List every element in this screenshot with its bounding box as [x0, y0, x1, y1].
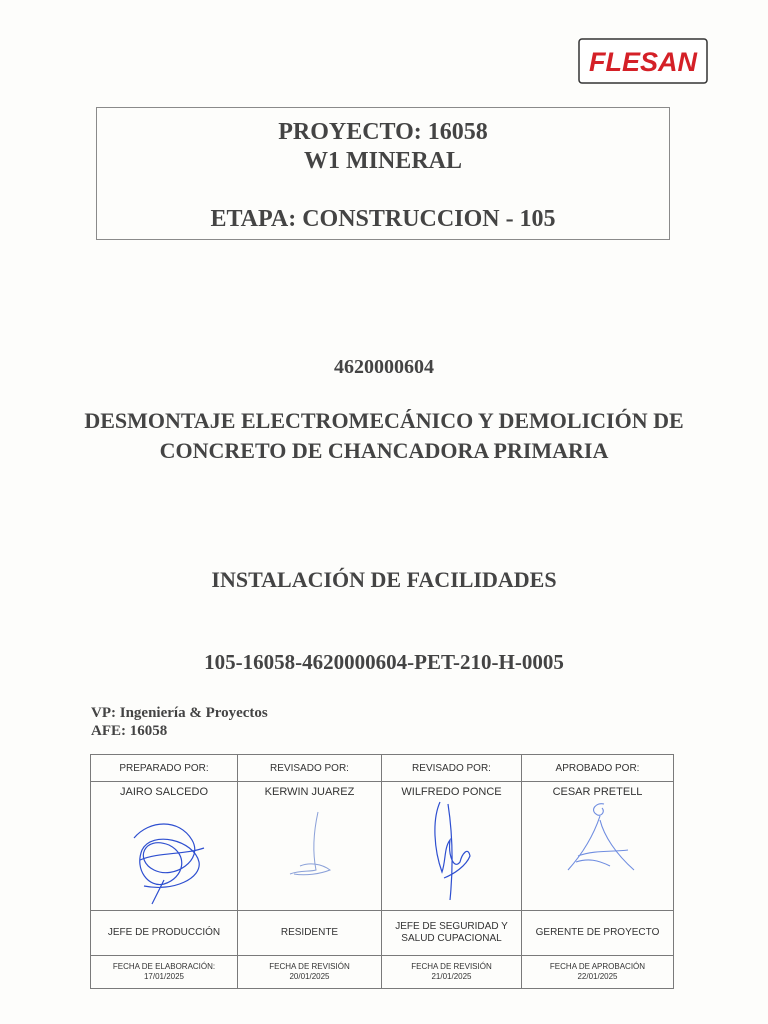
- document-title: [40, 406, 728, 466]
- handwritten-signature: [538, 800, 658, 908]
- approval-header: PREPARADO POR:: [91, 755, 238, 782]
- role-label: GERENTE DE PROYECTO: [535, 927, 660, 938]
- handwritten-signature: [392, 800, 512, 908]
- date-value: 22/01/2025: [577, 972, 618, 981]
- project-header-box: [96, 107, 670, 240]
- handwritten-signature: [104, 800, 224, 908]
- date-value: 21/01/2025: [431, 972, 472, 981]
- client-name: W1 MINERAL: [303, 148, 462, 174]
- document-subtitle: INSTALACIÓN DE FACILIDADES: [211, 567, 557, 592]
- role-label: JEFE DE PRODUCCIÓN: [107, 927, 221, 938]
- signature-cell: [91, 782, 238, 911]
- signature-row: [91, 782, 674, 911]
- date-label: FECHA DE APROBACIÓN: [549, 962, 646, 971]
- document-meta: [91, 704, 268, 740]
- vp-label: VP: Ingeniería & Proyectos: [91, 705, 268, 721]
- date-cell: [91, 956, 238, 989]
- document-number: 105-16058-4620000604-PET-210-H-0005: [204, 650, 564, 674]
- afe-label: AFE: 16058: [91, 723, 168, 739]
- signer-name: JAIRO SALCEDO: [119, 786, 209, 798]
- signature-cell: [382, 782, 522, 911]
- role-row: [91, 911, 674, 956]
- date-label: FECHA DE REVISIÓN: [269, 962, 350, 971]
- signature-cell: [522, 782, 674, 911]
- role-cell: [238, 911, 382, 956]
- date-row: [91, 956, 674, 989]
- date-label: FECHA DE REVISIÓN: [411, 962, 492, 971]
- approval-header: APROBADO POR:: [522, 755, 674, 782]
- date-cell: [238, 956, 382, 989]
- role-cell: [382, 911, 522, 956]
- approval-header-row: [91, 755, 674, 782]
- logo-text: FLESAN: [589, 47, 697, 77]
- role-cell: [522, 911, 674, 956]
- signature-cell: [238, 782, 382, 911]
- date-cell: [522, 956, 674, 989]
- signer-name: CESAR PRETELL: [552, 786, 643, 798]
- date-cell: [382, 956, 522, 989]
- document-title-line1: DESMONTAJE ELECTROMECÁNICO Y DEMOLICIÓN DE: [84, 408, 684, 433]
- signer-name: KERWIN JUAREZ: [264, 786, 355, 798]
- signer-name: WILFREDO PONCE: [401, 786, 502, 798]
- handwritten-signature: [250, 800, 370, 908]
- flesan-logo: [578, 38, 708, 84]
- approval-header: REVISADO POR:: [382, 755, 522, 782]
- approval-header: REVISADO POR:: [238, 755, 382, 782]
- role-label: RESIDENTE: [280, 927, 339, 938]
- date-value: 20/01/2025: [289, 972, 330, 981]
- date-label: FECHA DE ELABORACIÓN:: [112, 962, 216, 971]
- contract-number: 4620000604: [334, 356, 434, 378]
- role-label-line2: SALUD CUPACIONAL: [401, 933, 502, 944]
- date-value: 17/01/2025: [143, 972, 185, 981]
- project-number: PROYECTO: 16058: [278, 119, 488, 145]
- approval-table: [90, 754, 674, 989]
- project-stage: ETAPA: CONSTRUCCION - 105: [210, 206, 556, 232]
- document-title-line2: CONCRETO DE CHANCADORA PRIMARIA: [159, 438, 609, 463]
- role-cell: [91, 911, 238, 956]
- role-label: JEFE DE SEGURIDAD Y: [395, 921, 508, 932]
